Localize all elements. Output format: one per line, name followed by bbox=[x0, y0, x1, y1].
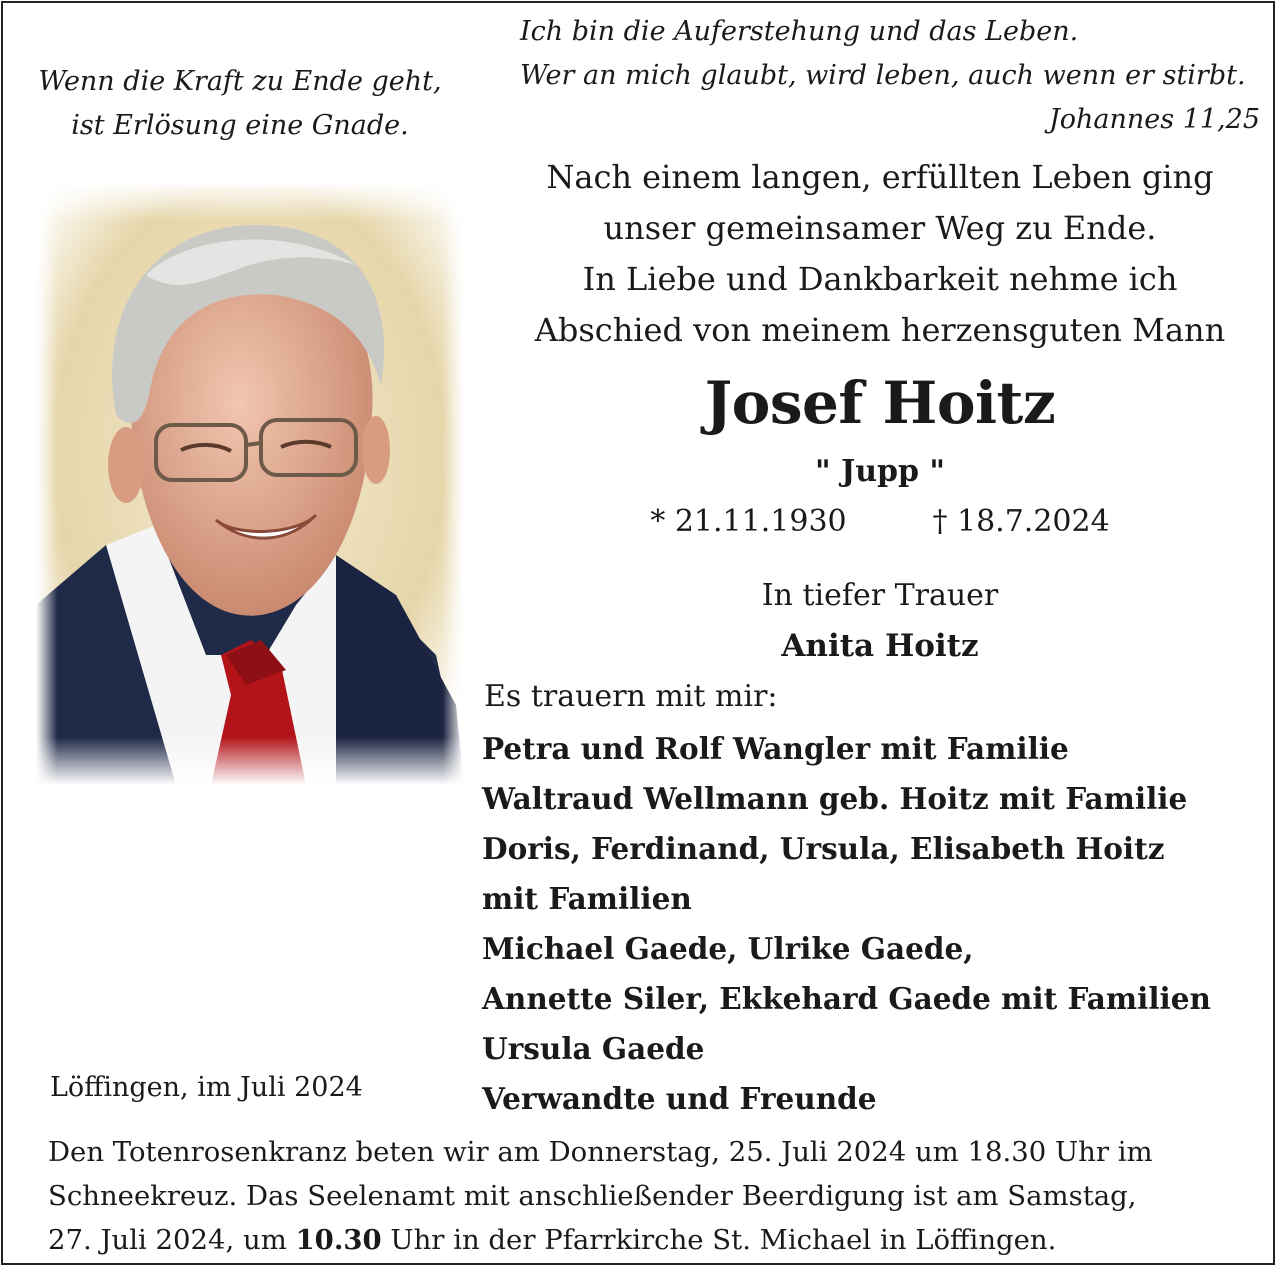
intro-line: unser gemeinsamer Weg zu Ende. bbox=[603, 209, 1157, 247]
funeral-time: 10.30 bbox=[295, 1224, 382, 1256]
intro-line: Abschied von meinem herzensguten Mann bbox=[534, 311, 1226, 349]
mourners-list bbox=[482, 724, 1262, 1124]
mourner-entry: Petra und Rolf Wangler mit Familie bbox=[482, 731, 1069, 766]
death-date: † 18.7.2024 bbox=[932, 504, 1110, 539]
intro-text bbox=[480, 152, 1280, 356]
mourner-entry: Waltraud Wellmann geb. Hoitz mit Familie bbox=[482, 781, 1188, 816]
mourner-entry: Ursula Gaede bbox=[482, 1031, 705, 1066]
mourner-entry: Michael Gaede, Ulrike Gaede, bbox=[482, 931, 974, 966]
widow-name: Anita Hoitz bbox=[781, 628, 979, 664]
left-quote bbox=[20, 60, 460, 148]
mourner-entry: Annette Siler, Ekkehard Gaede mit Familien bbox=[482, 981, 1211, 1016]
funeral-notice bbox=[48, 1130, 1248, 1262]
life-dates bbox=[480, 500, 1280, 544]
notice-line: Schneekreuz. Das Seelenamt mit anschließender Beerdigung ist am Samstag, bbox=[48, 1180, 1137, 1212]
birth-date: * 21.11.1930 bbox=[650, 504, 847, 539]
also-mourning-label: Es trauern mit mir: bbox=[484, 679, 778, 714]
bible-quote-line: Ich bin die Auferstehung und das Leben. bbox=[520, 16, 1079, 47]
notice-text: 27. Juli 2024, um bbox=[48, 1224, 296, 1256]
bible-quote bbox=[520, 10, 1260, 142]
mourning-label: In tiefer Trauer bbox=[761, 578, 999, 613]
mourner-entry: mit Familien bbox=[482, 881, 692, 916]
date-spacer bbox=[847, 504, 933, 539]
mourner-entry: Verwandte und Freunde bbox=[482, 1081, 877, 1116]
bible-quote-line: Wer an mich glaubt, wird leben, auch wenn er stirbt. bbox=[520, 60, 1246, 91]
deceased-name: Josef Hoitz bbox=[704, 369, 1056, 437]
notice-line bbox=[48, 1218, 1248, 1262]
intro-line: In Liebe und Dankbarkeit nehme ich bbox=[582, 260, 1178, 298]
deceased-nickname: " Jupp " bbox=[814, 454, 946, 489]
bible-reference: Johannes 11,25 bbox=[1048, 104, 1260, 135]
notice-text: Uhr in der Pfarrkirche St. Michael in Löffingen. bbox=[381, 1224, 1057, 1256]
place-and-date: Löffingen, im Juli 2024 bbox=[50, 1072, 363, 1103]
portrait-photo bbox=[36, 185, 464, 785]
mourner-entry: Doris, Ferdinand, Ursula, Elisabeth Hoitz bbox=[482, 831, 1165, 866]
left-quote-line: Wenn die Kraft zu Ende geht, bbox=[38, 66, 442, 97]
notice-line: Den Totenrosenkranz beten wir am Donnerstag, 25. Juli 2024 um 18.30 Uhr im bbox=[48, 1136, 1153, 1168]
left-quote-line: ist Erlösung eine Gnade. bbox=[71, 110, 409, 141]
intro-line: Nach einem langen, erfüllten Leben ging bbox=[546, 158, 1214, 196]
